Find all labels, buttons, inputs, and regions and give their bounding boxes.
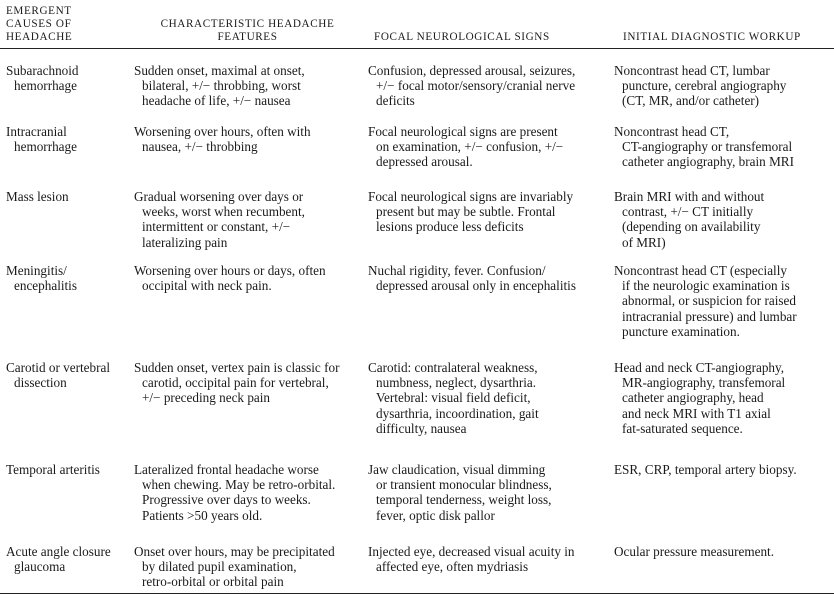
table-row [0, 533, 834, 593]
workup-cell: ESR, CRP, temporal artery biopsy. [614, 462, 797, 477]
workup-cell: Ocular pressure measurement. [614, 544, 775, 559]
features-cell: Worsening over hours or days, often occipital with neck pain. [134, 263, 326, 294]
signs-cell: Focal neurological signs are present on examination, +/− confusion, +/− depressed arousal. [368, 124, 564, 170]
workup-cell: Head and neck CT-angiography, MR-angiography, transfemoral catheter angiography, head and neck MRI with T1 axial fat-saturated sequence. [614, 360, 786, 436]
signs-cell: Nuchal rigidity, fever. Confusion/ depressed arousal only in encephalitis [368, 263, 576, 294]
workup-cell: Noncontrast head CT, lumbar puncture, cerebral angiography (CT, MR, and/or catheter) [614, 62, 787, 108]
cause-cell: Subarachnoid hemorrhage [6, 62, 79, 93]
signs-cell: Confusion, depressed arousal, seizures, +/− focal motor/sensory/cranial nerve deficits [368, 62, 576, 108]
signs-cell: Injected eye, decreased visual acuity in affected eye, often mydriasis [368, 544, 575, 575]
cause-cell: Intracranial hemorrhage [6, 124, 77, 155]
features-cell: Lateralized frontal headache worse when chewing. May be retro-orbital. Progressive over days to weeks. Patients >50 years old. [134, 462, 336, 523]
features-cell: Sudden onset, maximal at onset, bilateral, +/− throbbing, worst headache of life, +/− nausea [134, 62, 305, 108]
table-row [0, 348, 834, 452]
table-header [0, 0, 834, 48]
signs-cell: Jaw claudication, visual dimming or transient monocular blindness, temporal tenderness, weight loss, fever, optic disk pallor [368, 462, 552, 523]
header-emergent-causes: EMERGENT CAUSES OF HEADACHE [0, 0, 131, 48]
table-row [0, 177, 834, 251]
features-cell: Gradual worsening over days or weeks, worst when recumbent, intermittent or constant, +/− lateralizing pain [134, 189, 305, 250]
features-cell: Worsening over hours, often with nausea, +/− throbbing [134, 124, 311, 155]
features-cell: Sudden onset, vertex pain is classic for carotid, occipital pain for vertebral, +/− preceding neck pain [134, 360, 340, 406]
workup-cell: Noncontrast head CT, CT-angiography or transfemoral catheter angiography, brain MRI [614, 124, 794, 170]
table-body [0, 48, 834, 593]
workup-cell: Noncontrast head CT (especially if the neurologic examination is abnormal, or suspicion for raised intracranial pressure) and lumbar puncture examination. [614, 263, 797, 339]
table-row [0, 251, 834, 348]
cause-cell: Meningitis/ encephalitis [6, 263, 77, 294]
header-headache-features: CHARACTERISTIC HEADACHE FEATURES [131, 0, 364, 48]
cause-cell: Carotid or vertebral dissection [6, 360, 110, 391]
cause-cell: Acute angle closure glaucoma [6, 544, 111, 575]
signs-cell: Carotid: contralateral weakness, numbness, neglect, dysarthria. Vertebral: visual field deficit, dysarthria, incoordination, gait difficulty, nausea [368, 360, 539, 436]
signs-cell: Focal neurological signs are invariably present but may be subtle. Frontal lesions produce less deficits [368, 189, 574, 235]
table-row [0, 452, 834, 533]
cause-cell: Temporal arteritis [6, 462, 100, 477]
table-row [0, 48, 834, 113]
workup-cell: Brain MRI with and without contrast, +/− CT initially (depending on availability of MRI) [614, 189, 765, 250]
cause-cell: Mass lesion [6, 189, 69, 204]
header-diagnostic-workup: INITIAL DIAGNOSTIC WORKUP [613, 0, 834, 48]
table-row [0, 113, 834, 177]
features-cell: Onset over hours, may be precipitated by dilated pupil examination, retro-orbital or orbital pain [134, 544, 335, 590]
header-focal-signs: FOCAL NEUROLOGICAL SIGNS [364, 0, 613, 48]
